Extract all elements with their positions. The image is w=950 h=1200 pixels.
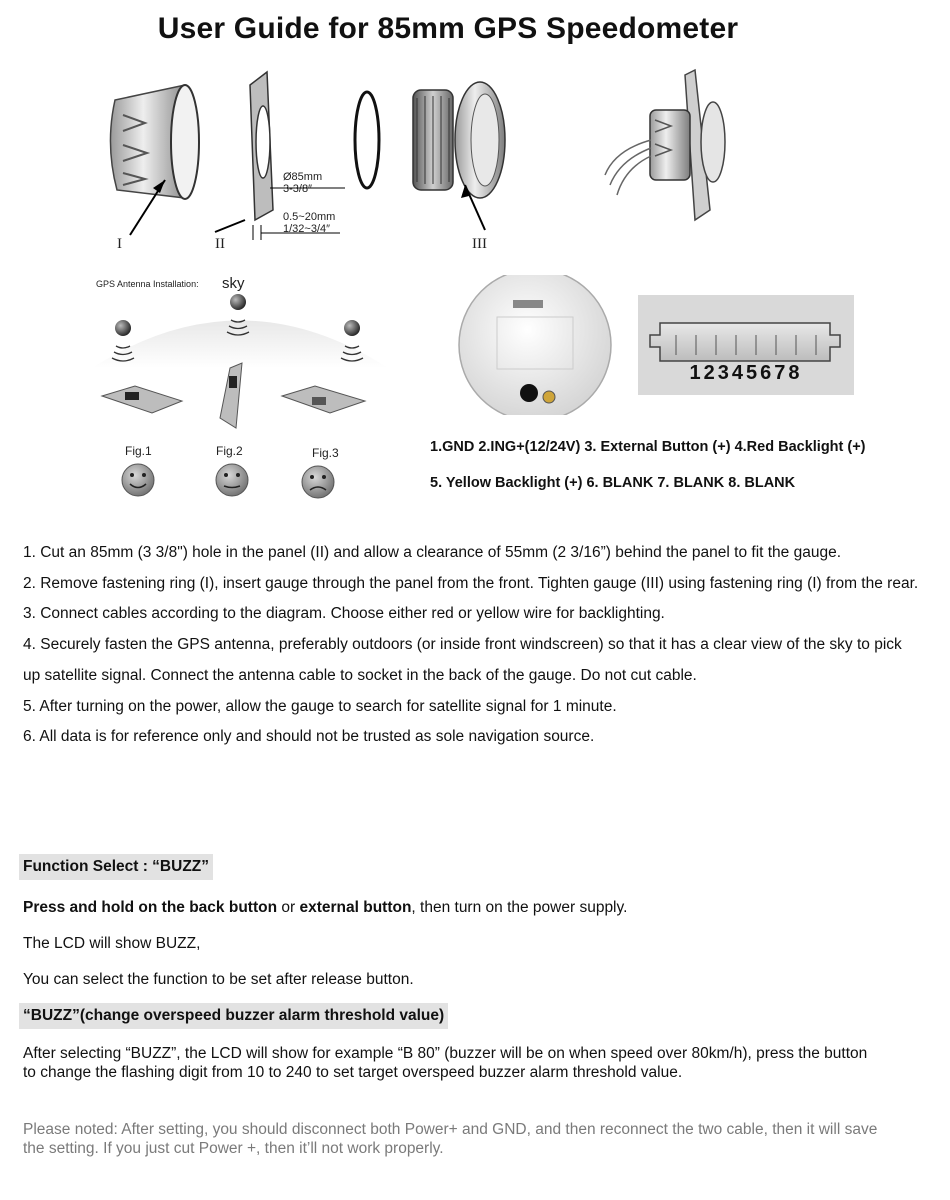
buzz-description: After selecting “BUZZ”, the LCD will show for example “B 80” (buzzer will be on when speed over 80km/h), press the button to change the flashing digit from 10 to 240 to set target overspeed buzzer alarm threshold value.: [23, 1045, 868, 1081]
part-3-label: III: [472, 236, 487, 252]
fastening-ring-illustration: [110, 85, 199, 252]
step-4: 4. Securely fasten the GPS antenna, preferably outdoors (or inside front windscreen) so that it has a clear view of the sky to pick up satellite signal. Connect the antenna cable to socket in the back of the gauge. Do not cut cable.: [23, 636, 902, 684]
neutral-face-icon: [216, 464, 248, 496]
gauge-body-illustration: [413, 82, 505, 252]
lcd-show-buzz-line: The LCD will show BUZZ,: [23, 935, 201, 952]
svg-text:Ø85mm: Ø85mm: [283, 171, 323, 183]
press-hold-instruction: Press and hold on the back button or external button, then turn on the power supply.: [23, 899, 628, 916]
buzz-heading: “BUZZ”(change overspeed buzzer alarm threshold value): [19, 1003, 448, 1029]
step-3: 3. Connect cables according to the diagram. Choose either red or yellow wire for backlighting.: [23, 605, 665, 623]
connector-illustration: [638, 295, 854, 395]
sad-face-icon: [302, 466, 334, 498]
sky-label: sky: [222, 275, 245, 292]
assembled-gauge-illustration: [605, 70, 725, 220]
panel-illustration: [215, 72, 345, 252]
o-ring-illustration: [355, 92, 379, 188]
select-function-line: You can select the function to be set after release button.: [23, 971, 414, 988]
happy-face-icon: [122, 464, 154, 496]
connector-pin-numbers: 12345678: [689, 362, 803, 384]
svg-text:1/32~3/4″: 1/32~3/4″: [283, 223, 331, 235]
installation-steps: [23, 538, 923, 753]
pin-legend-line-2: 5. Yellow Backlight (+) 6. BLANK 7. BLANK 8. BLANK: [430, 475, 796, 491]
page-title: User Guide for 85mm GPS Speedometer: [157, 12, 739, 45]
fig2-label: Fig.2: [216, 444, 243, 458]
function-select-heading: Function Select : “BUZZ”: [19, 854, 213, 880]
installation-diagram: [95, 60, 775, 260]
fig3-label: Fig.3: [312, 446, 339, 460]
part-1-label: I: [117, 236, 122, 252]
setting-note: Please noted: After setting, you should disconnect both Power+ and GND, and then reconnect the two cable, then it will save the setting. If you just cut Power +, then it’ll not work properly.: [23, 1121, 878, 1157]
svg-text:3-3/8″: 3-3/8″: [283, 183, 312, 195]
svg-text:0.5~20mm: 0.5~20mm: [283, 211, 336, 223]
step-2: 2. Remove fastening ring (I), insert gauge through the panel from the front. Tighten gauge (III) using fastening ring (I) from the rear.: [23, 574, 919, 592]
antenna-installation-diagram: [90, 268, 390, 500]
step-6: 6. All data is for reference only and should not be trusted as sole navigation source.: [23, 728, 595, 746]
pin-legend-line-1: 1.GND 2.ING+(12/24V) 3. External Button (+) 4.Red Backlight (+): [430, 439, 866, 455]
gauge-back-illustration: [455, 275, 615, 415]
step-5: 5. After turning on the power, allow the gauge to search for satellite signal for 1 minute.: [23, 697, 617, 715]
step-1: 1. Cut an 85mm (3 3/8") hole in the panel (II) and allow a clearance of 55mm (2 3/16”) behind the panel to fit the gauge.: [23, 544, 842, 561]
part-2-label: II: [215, 236, 225, 252]
antenna-heading: GPS Antenna Installation:: [96, 279, 199, 289]
fig1-label: Fig.1: [125, 444, 152, 458]
